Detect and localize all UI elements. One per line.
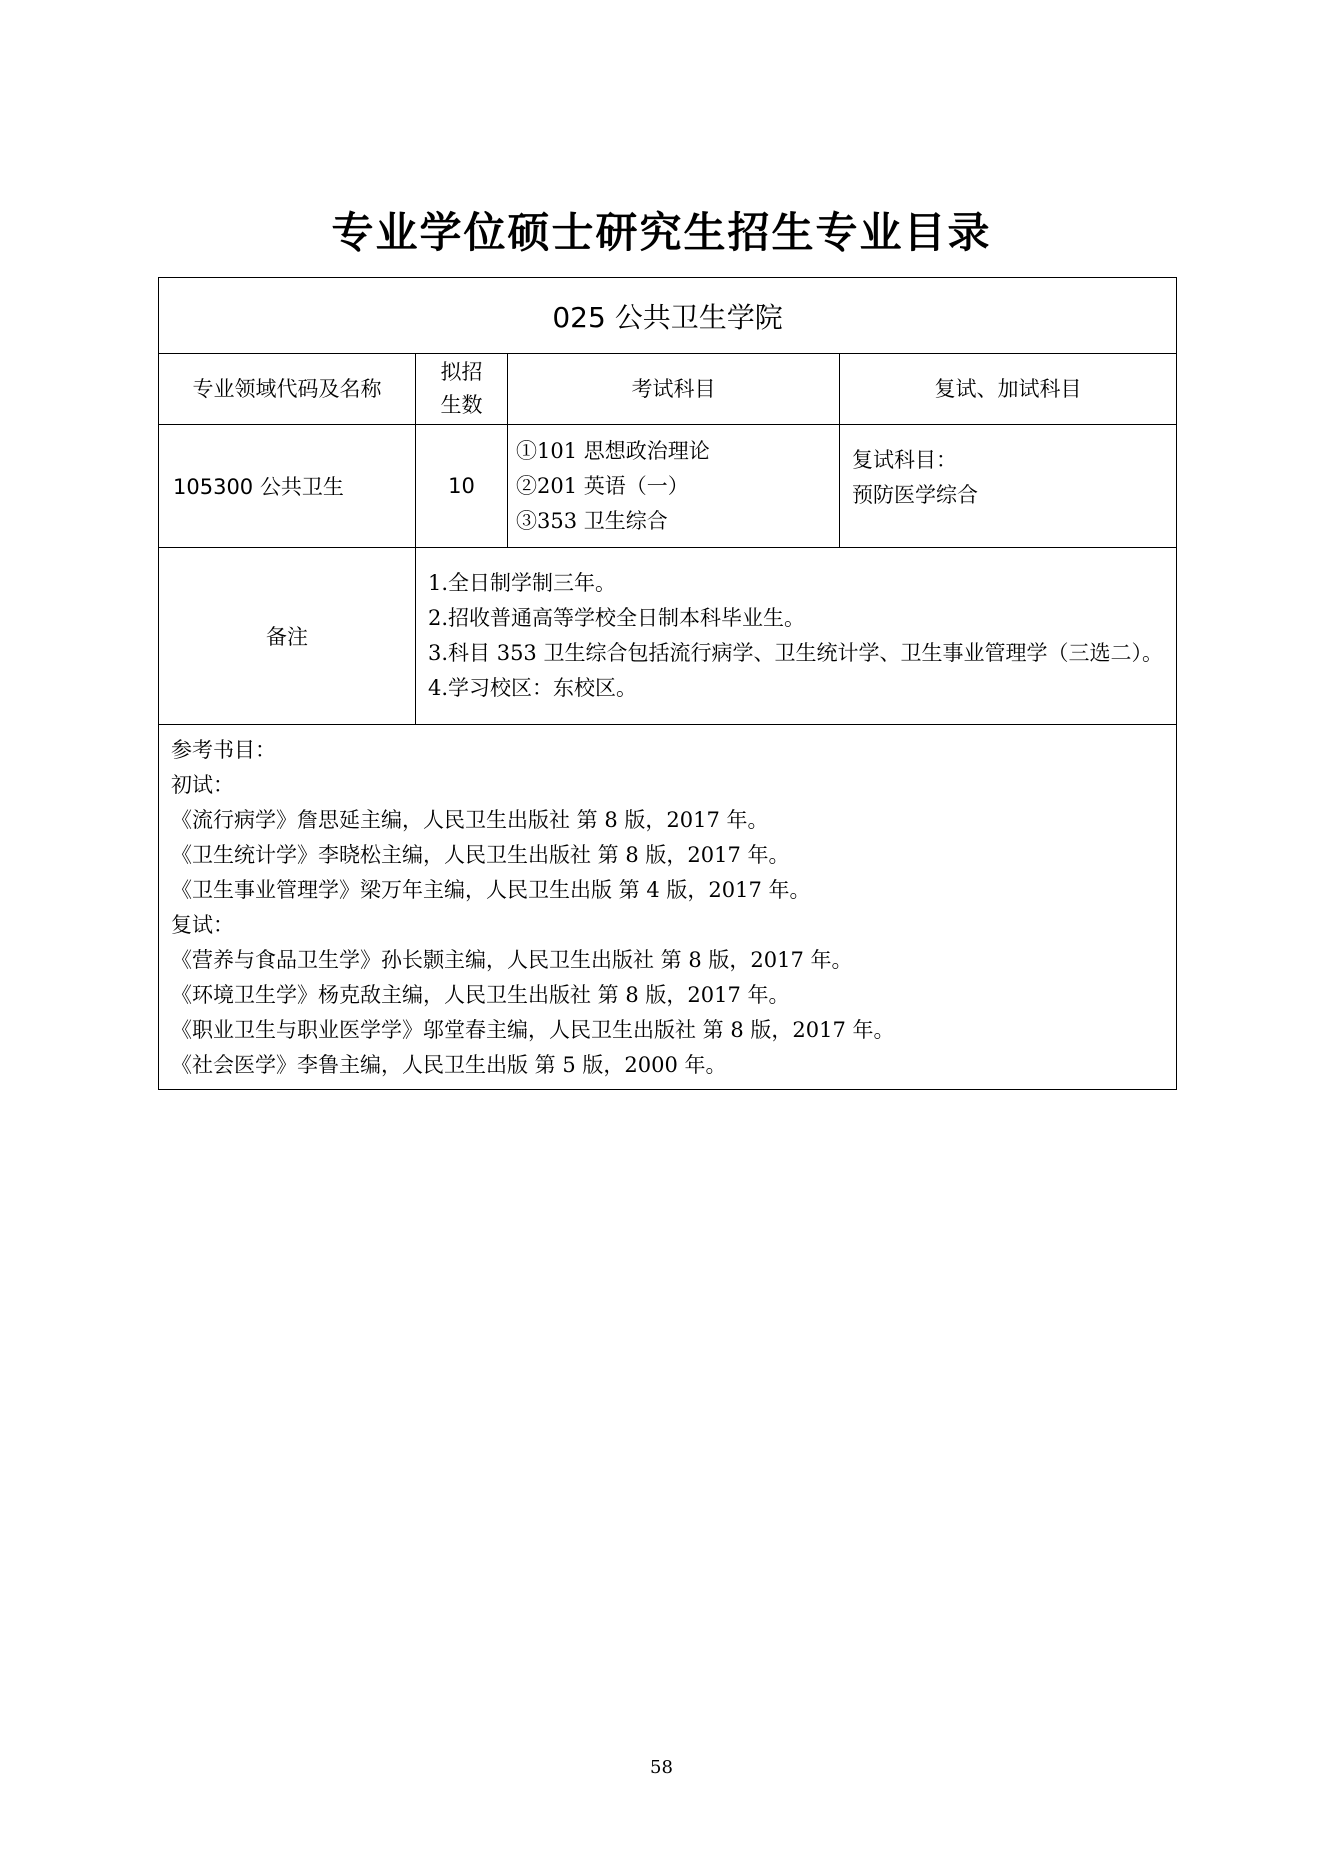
reference-retest-2: 《环境卫生学》杨克敌主编，人民卫生出版社 第 8 版，2017 年。 (171, 983, 790, 1007)
exam-subjects (508, 425, 840, 548)
references (159, 725, 1177, 1090)
reference-initial-1: 《流行病学》詹思延主编，人民卫生出版社 第 8 版，2017 年。 (171, 808, 769, 832)
header-quota (416, 354, 508, 425)
references-heading: 参考书目： (171, 738, 276, 762)
page-number: 58 (650, 1757, 673, 1778)
major-quota: 10 (416, 425, 508, 548)
reference-retest-1: 《营养与食品卫生学》孙长颢主编，人民卫生出版社 第 8 版，2017 年。 (171, 948, 853, 972)
retest-subjects (840, 425, 1177, 548)
catalog-table (158, 277, 1177, 1090)
note-item-4: 4.学习校区：东校区。 (428, 676, 638, 700)
header-quota-line1: 拟招 (440, 360, 483, 384)
exam-subject-2: ②201 英语（一） (516, 473, 689, 498)
header-row (159, 354, 1177, 425)
major-name: 105300 公共卫生 (159, 425, 416, 548)
header-exam: 考试科目 (508, 354, 840, 425)
references-initial-label: 初试： (171, 773, 234, 797)
header-major: 专业领域代码及名称 (159, 354, 416, 425)
page-title: 专业学位硕士研究生招生专业目录 (331, 208, 992, 257)
retest-subject: 预防医学综合 (852, 483, 978, 507)
reference-initial-3: 《卫生事业管理学》梁万年主编，人民卫生出版 第 4 版，2017 年。 (171, 878, 811, 902)
note-item-3: 3.科目 353 卫生综合包括流行病学、卫生统计学、卫生事业管理学（三选二）。 (428, 641, 1163, 665)
notes-label: 备注 (159, 548, 416, 725)
reference-retest-4: 《社会医学》李鲁主编，人民卫生出版 第 5 版，2000 年。 (171, 1053, 727, 1077)
header-quota-line2: 生数 (440, 393, 483, 417)
notes-content (416, 548, 1177, 725)
retest-label: 复试科目： (852, 448, 957, 472)
references-retest-label: 复试： (171, 913, 234, 937)
major-row (159, 425, 1177, 548)
references-row (159, 725, 1177, 1090)
reference-initial-2: 《卫生统计学》李晓松主编，人民卫生出版社 第 8 版，2017 年。 (171, 843, 790, 867)
exam-subject-1: ①101 思想政治理论 (516, 438, 710, 463)
reference-retest-3: 《职业卫生与职业医学学》邬堂春主编，人民卫生出版社 第 8 版，2017 年。 (171, 1018, 895, 1042)
note-item-2: 2.招收普通高等学校全日制本科毕业生。 (428, 606, 806, 630)
notes-row (159, 548, 1177, 725)
header-retest: 复试、加试科目 (840, 354, 1177, 425)
exam-subject-3: ③353 卫生综合 (516, 508, 668, 533)
note-item-1: 1.全日制学制三年。 (428, 571, 617, 595)
college-name: 025 公共卫生学院 (159, 278, 1177, 354)
